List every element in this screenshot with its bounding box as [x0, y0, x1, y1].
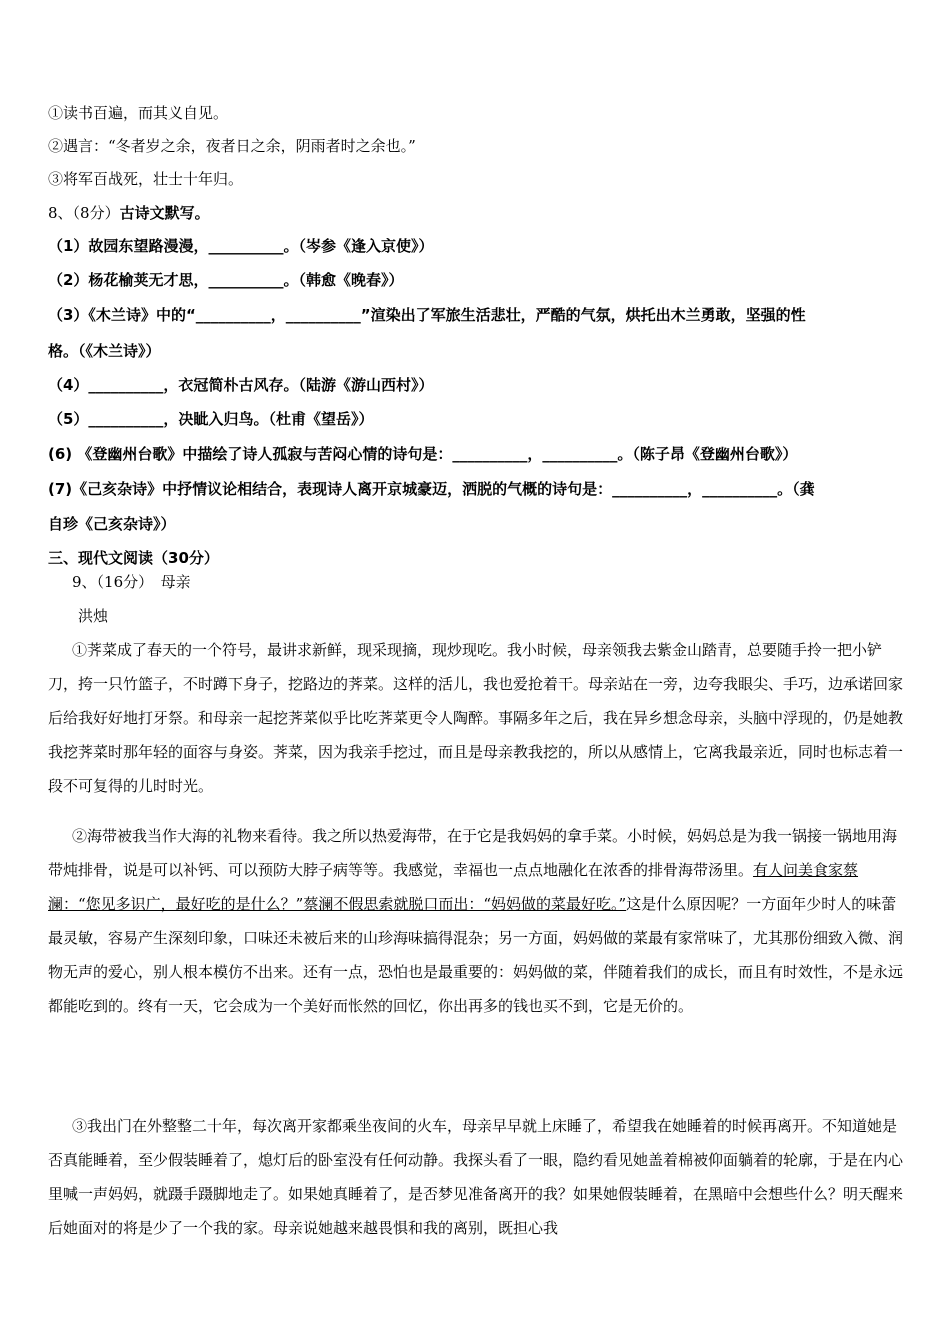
article-paragraph-2 [48, 819, 904, 1023]
question-8-title: 古诗文默写。 [119, 204, 210, 222]
quote-line-2: ②遇言：“冬者岁之余，夜者日之余，阴雨者时之余也。” [48, 137, 416, 155]
dictation-line-4: （4）__________，衣冠简朴古风存。（陆游《游山西村》） [48, 376, 434, 394]
question-9-heading: 9、（16分） 母亲 [72, 573, 191, 591]
paragraph-1-text: ①荠菜成了春天的一个符号，最讲求新鲜，现采现摘，现炒现吃。我小时候，母亲领我去紫金山踏青，总要随手拎一把小铲刀，挎一只竹篮子，不时蹲下身子，挖路边的荠菜。这样的活儿，我也爱抢着干。母亲站在一旁，边夸我眼尖、手巧，边承诺回家后给我好好地打牙祭。和母亲一起挖荠菜似乎比吃荠菜更令人陶醉。事隔多年之后，我在异乡想念母亲，头脑中浮现的，仍是她教我挖荠菜时那年轻的面容与身姿。荠菜，因为我亲手挖过，而且是母亲教我挖的，所以从感情上，它离我最亲近，同时也标志着一段不可复得的儿时时光。 [48, 641, 904, 795]
dictation-line-7-cont: 自珍《己亥杂诗》） [48, 515, 176, 533]
question-8-heading [48, 203, 210, 223]
dictation-line-7: (7)《己亥杂诗》中抒情议论相结合，表现诗人离开京城豪迈，洒脱的气概的诗句是：__________，__________。（龚 [48, 480, 815, 498]
quote-line-3: ③将军百战死，壮士十年归。 [48, 170, 244, 188]
dictation-line-2: （2）杨花榆荚无才思，__________。（韩愈《晚春》） [48, 271, 404, 289]
dictation-line-3-cont: 格。（《木兰诗》） [48, 342, 161, 360]
section-3-heading: 三、现代文阅读（30分） [48, 549, 219, 567]
paragraph-2-text-b: 这是什么原因呢？一方面年少时人的味蕾最灵敏，容易产生深刻印象，口味还未被后来的山珍海味搞得混杂；另一方面，妈妈做的菜最有家常味了，尤其那份细致入微、润物无声的爱心，别人根本模仿不出来。还有一点，恐怕也是最重要的：妈妈做的菜，伴随着我们的成长，而且有时效性，不是永远都能吃到的。终有一天，它会成为一个美好而怅然的回忆，你出再多的钱也买不到，它是无价的。 [48, 895, 904, 1015]
quote-line-1: ①读书百遍，而其义自见。 [48, 104, 229, 122]
paragraph-2-underlined-quote: 有人问美食家蔡澜：“您见多识广，最好吃的是什么？”蔡澜不假思索就脱口而出：“妈妈做的菜最好吃。” [48, 861, 859, 913]
dictation-line-6: (6) 《登幽州台歌》中描绘了诗人孤寂与苦闷心情的诗句是：__________，__________。（陈子昂《登幽州台歌》） [48, 445, 798, 463]
paragraph-2-text-a: ②海带被我当作大海的礼物来看待。我之所以热爱海带，在于它是我妈妈的拿手菜。小时候，妈妈总是为我一锅接一锅地用海带炖排骨，说是可以补钙、可以预防大脖子病等等。我感觉，幸福也一点点地融化在浓香的排骨海带汤里。 [48, 827, 898, 879]
dictation-line-3: （3）《木兰诗》中的“__________，__________”渲染出了军旅生活悲壮，严酷的气氛，烘托出木兰勇敢，坚强的性 [48, 306, 806, 324]
dictation-line-1: （1）故园东望路漫漫，__________。（岑参《逢入京使》） [48, 237, 434, 255]
paragraph-3-text: ③我出门在外整整二十年，每次离开家都乘坐夜间的火车，母亲早早就上床睡了，希望我在她睡着的时候再离开。不知道她是否真能睡着，至少假装睡着了，熄灯后的卧室没有任何动静。我探头看了一眼，隐约看见她盖着棉被仰面躺着的轮廓，于是在内心里喊一声妈妈，就蹑手蹑脚地走了。如果她真睡着了，是否梦见准备离开的我？如果她假装睡着，在黑暗中会想些什么？明天醒来后她面对的将是少了一个我的家。母亲说她越来越畏惧和我的离别，既担心我 [48, 1117, 904, 1237]
article-author: 洪烛 [78, 607, 109, 625]
question-8-number: 8、（8分） [48, 204, 120, 222]
article-paragraph-3 [48, 1109, 904, 1245]
dictation-line-5: （5）__________，决眦入归鸟。（杜甫《望岳》） [48, 410, 374, 428]
article-paragraph-1 [48, 633, 904, 803]
